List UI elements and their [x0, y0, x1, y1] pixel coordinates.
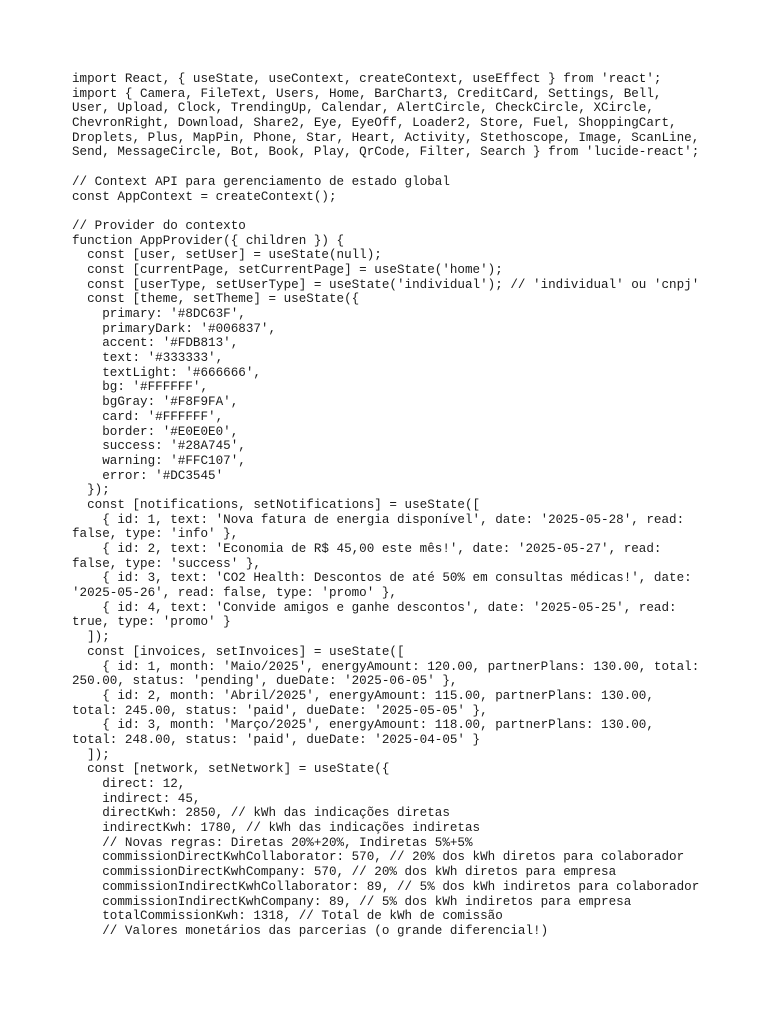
- code-line: { id: 3, month: 'Março/2025', energyAmount: 118.00, partnerPlans: 130.00,: [72, 718, 654, 733]
- code-line: User, Upload, Clock, TrendingUp, Calendar, AlertCircle, CheckCircle, XCircle,: [72, 101, 654, 116]
- code-line: text: '#333333',: [72, 351, 224, 366]
- code-line: ]);: [72, 747, 110, 762]
- code-line: const [user, setUser] = useState(null);: [72, 248, 382, 263]
- code-line: primaryDark: '#006837',: [72, 321, 277, 336]
- code-line: indirectKwh: 1780, // kWh das indicações indiretas: [72, 821, 481, 836]
- code-line: // Valores monetários das parcerias (o grande diferencial!): [72, 923, 549, 938]
- code-line: const [theme, setTheme] = useState({: [72, 292, 360, 307]
- code-line: indirect: 45,: [72, 791, 201, 806]
- code-line: '2025-05-26', read: false, type: 'promo' },: [72, 586, 397, 601]
- code-line: false, type: 'success' },: [72, 556, 261, 571]
- code-line: directKwh: 2850, // kWh das indicações diretas: [72, 806, 450, 821]
- code-line: import React, { useState, useContext, createContext, useEffect } from 'react';: [72, 72, 662, 86]
- code-line: ChevronRight, Download, Share2, Eye, EyeOff, Loader2, Store, Fuel, ShoppingCart,: [72, 116, 677, 131]
- code-line: });: [72, 483, 110, 498]
- code-line: // Context API para gerenciamento de estado global: [72, 174, 450, 189]
- code-line: // Novas regras: Diretas 20%+20%, Indiretas 5%+5%: [72, 835, 473, 850]
- code-line: { id: 3, text: 'CO2 Health: Descontos de até 50% em consultas médicas!', date:: [72, 571, 692, 586]
- code-line: import { Camera, FileText, Users, Home, BarChart3, CreditCard, Settings, Bell,: [72, 86, 662, 101]
- code-line: commissionDirectKwhCompany: 570, // 20% dos kWh diretos para empresa: [72, 865, 617, 880]
- code-line: bg: '#FFFFFF',: [72, 380, 209, 395]
- code-line: { id: 2, text: 'Economia de R$ 45,00 este mês!', date: '2025-05-27', read:: [72, 542, 662, 556]
- code-line: totalCommissionKwh: 1318, // Total de kWh de comissão: [72, 909, 503, 924]
- code-line: const [currentPage, setCurrentPage] = useState('home');: [72, 262, 503, 277]
- code-line: const AppContext = createContext();: [72, 189, 337, 204]
- code-line: const [userType, setUserType] = useState('individual'); // 'individual' ou 'cnpj': [72, 277, 700, 292]
- code-line: 250.00, status: 'pending', dueDate: '2025-06-05' },: [72, 674, 458, 689]
- code-line: [72, 204, 768, 219]
- code-line: direct: 12,: [72, 777, 186, 791]
- code-line: card: '#FFFFFF',: [72, 409, 224, 424]
- code-line: commissionIndirectKwhCompany: 89, // 5% dos kWh indiretos para empresa: [72, 894, 632, 909]
- code-line: commissionIndirectKwhCollaborator: 89, // 5% dos kWh indiretos para colaborador: [72, 879, 700, 894]
- code-line: total: 248.00, status: 'paid', dueDate: '2025-04-05' }: [72, 732, 481, 747]
- code-line: textLight: '#666666',: [72, 365, 261, 380]
- code-line: Send, MessageCircle, Bot, Book, Play, QrCode, Filter, Search } from 'lucide-react';: [72, 145, 700, 160]
- code-line: { id: 4, text: 'Convide amigos e ganhe descontos', date: '2025-05-25', read:: [72, 600, 677, 615]
- code-line: warning: '#FFC107',: [72, 453, 246, 468]
- code-line: accent: '#FDB813',: [72, 336, 239, 351]
- code-line: { id: 2, month: 'Abril/2025', energyAmount: 115.00, partnerPlans: 130.00,: [72, 688, 654, 703]
- code-line: { id: 1, month: 'Maio/2025', energyAmount: 120.00, partnerPlans: 130.00, total:: [72, 659, 700, 674]
- code-line: // Provider do contexto: [72, 218, 246, 233]
- code-line: false, type: 'info' },: [72, 527, 239, 542]
- code-listing: [72, 72, 768, 939]
- code-line: { id: 1, text: 'Nova fatura de energia disponível', date: '2025-05-28', read:: [72, 512, 685, 527]
- code-line: error: '#DC3545': [72, 468, 224, 483]
- code-line: commissionDirectKwhCollaborator: 570, // 20% dos kWh diretos para colaborador: [72, 850, 685, 865]
- code-line: Droplets, Plus, MapPin, Phone, Star, Heart, Activity, Stethoscope, Image, ScanLine,: [72, 130, 700, 145]
- code-line: true, type: 'promo' }: [72, 615, 231, 630]
- code-line: total: 245.00, status: 'paid', dueDate: '2025-05-05' },: [72, 703, 488, 718]
- code-line: border: '#E0E0E0',: [72, 424, 239, 439]
- code-line: const [notifications, setNotifications] = useState([: [72, 497, 481, 512]
- code-line: bgGray: '#F8F9FA',: [72, 395, 239, 410]
- code-line: success: '#28A745',: [72, 439, 246, 454]
- code-line: primary: '#8DC63F',: [72, 307, 246, 321]
- code-line: ]);: [72, 630, 110, 645]
- code-line: const [invoices, setInvoices] = useState([: [72, 644, 405, 659]
- code-line: const [network, setNetwork] = useState({: [72, 762, 390, 777]
- code-line: function AppProvider({ children }) {: [72, 233, 345, 248]
- code-line: [72, 160, 768, 175]
